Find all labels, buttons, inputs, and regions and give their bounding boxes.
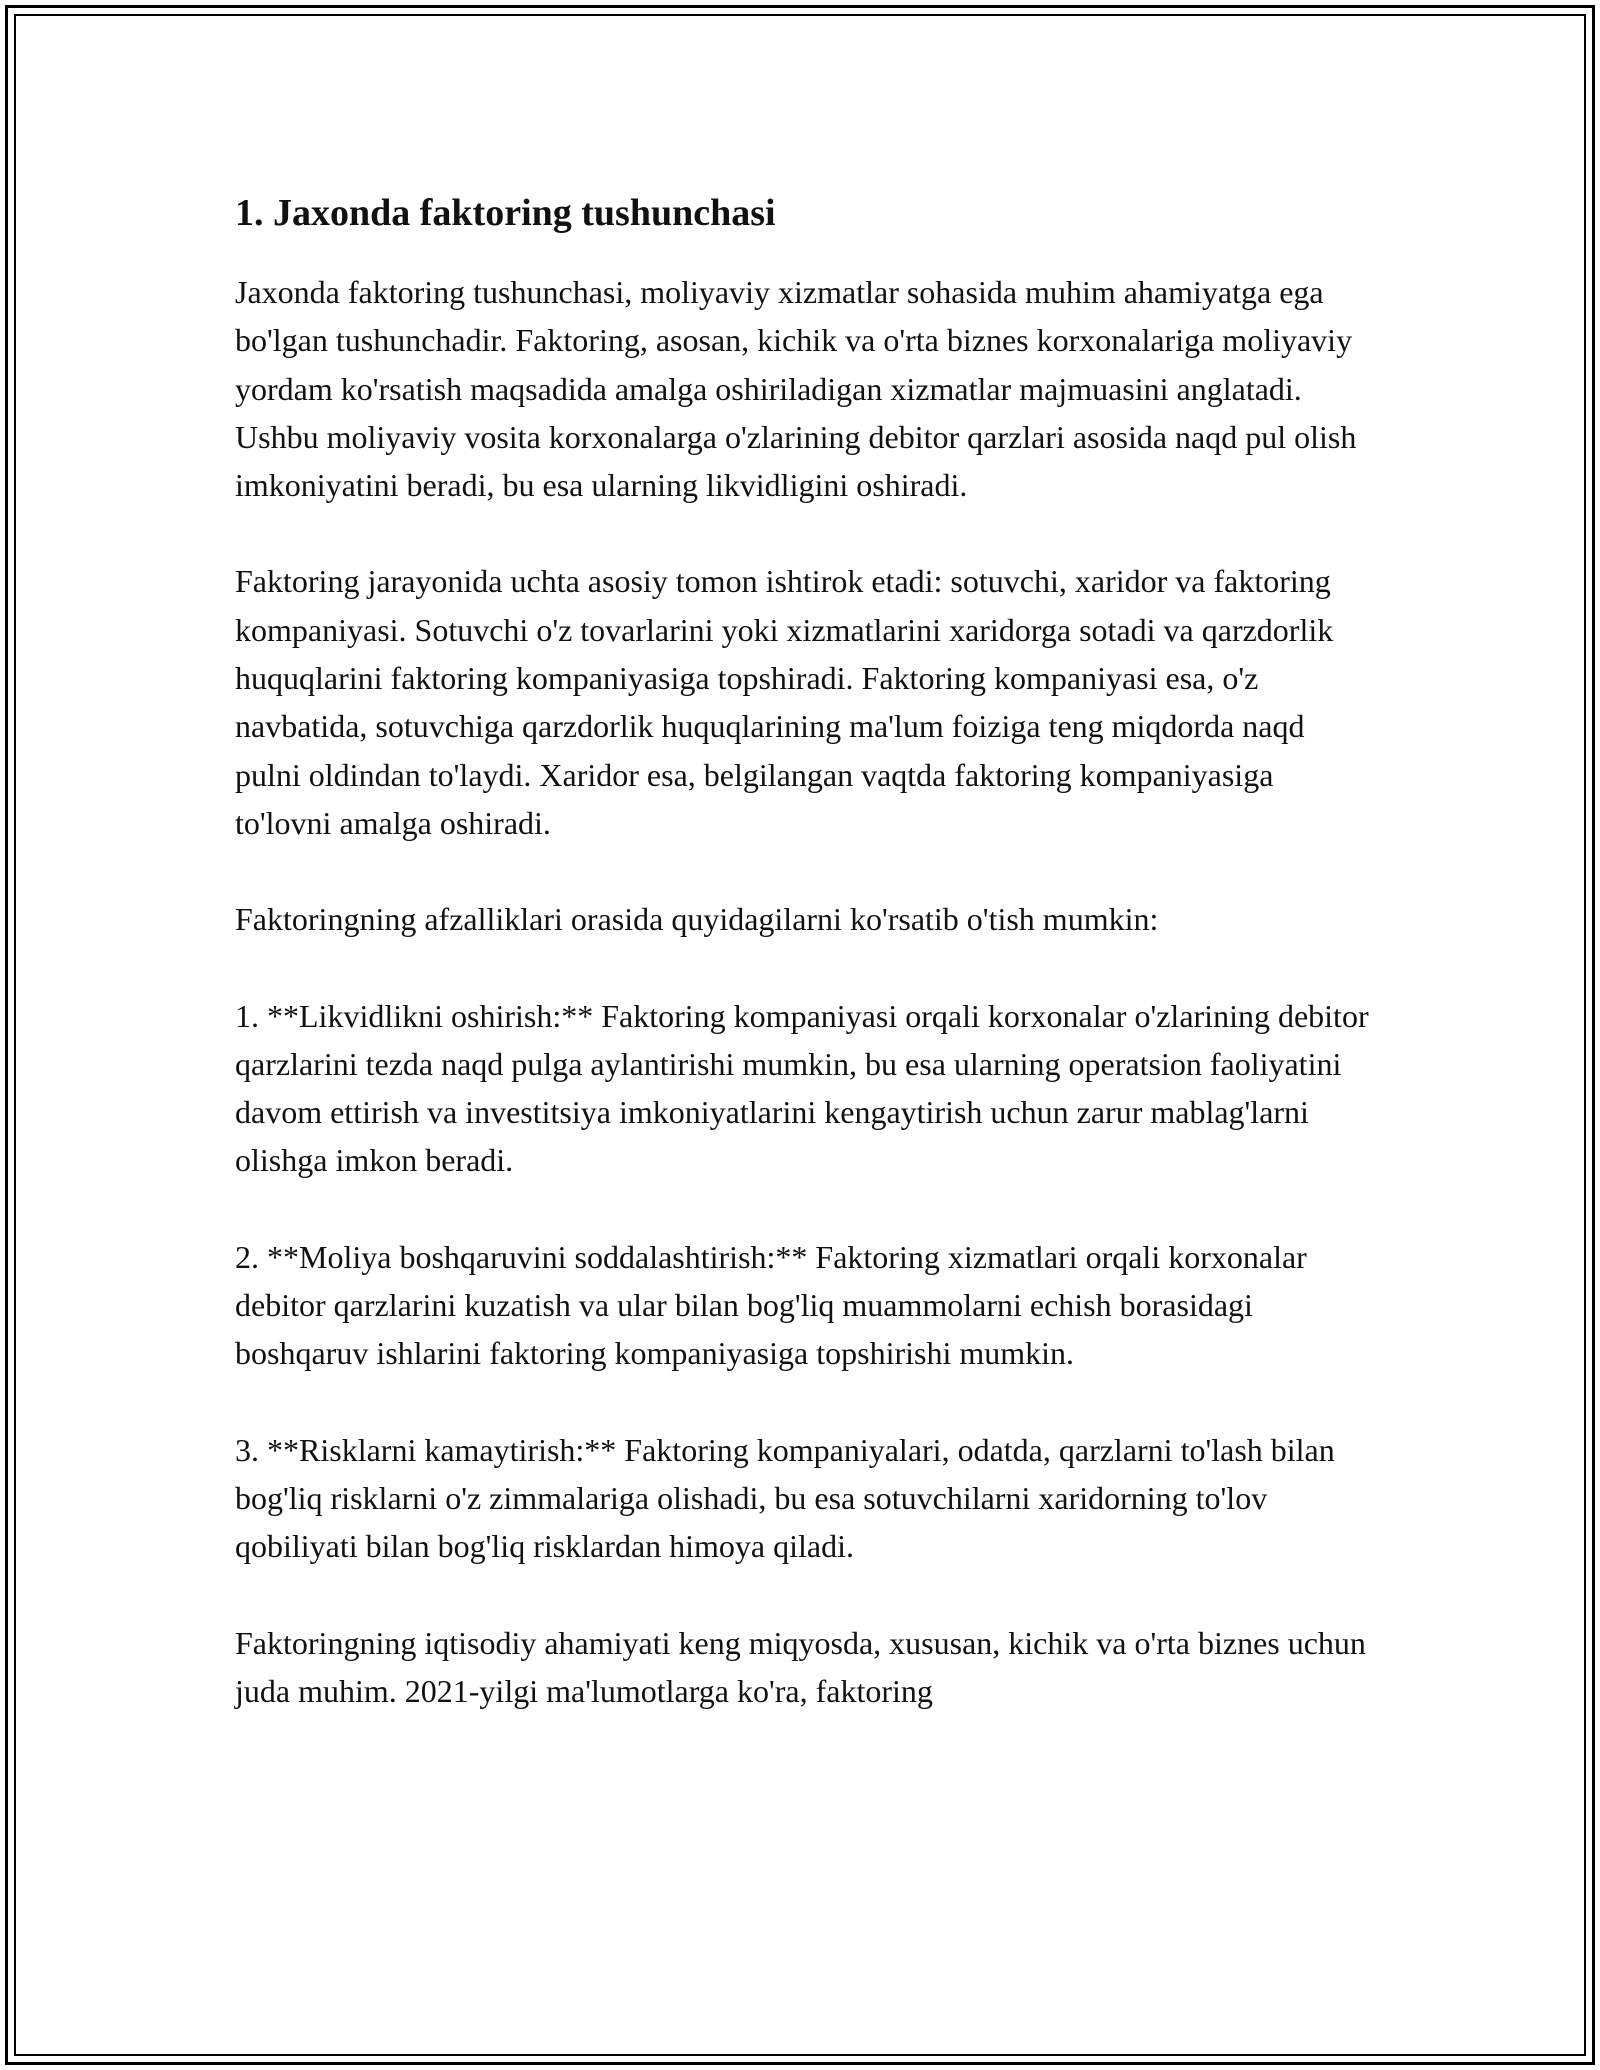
paragraph-advantages-lead: Faktoringning afzalliklari orasida quyidagilarni ko'rsatib o'tish mumkin: bbox=[235, 901, 1159, 938]
paragraph-economic-importance: Faktoringning iqtisodiy ahamiyati keng miqyosda, xususan, kichik va o'rta biznes uchun juda muhim. 2021-yilgi ma'lumotlarga ko'ra, faktoring bbox=[235, 1624, 1366, 1709]
list-item-finance-management: 2. **Moliya boshqaruvini soddalashtirish:** Faktoring xizmatlari orqali korxonalar debitor qarzlarini kuzatish va ular bilan bog'liq muammolarni echish borasidagi boshqaruv ishlarini faktoring kompaniyasiga topshirishi mumkin. bbox=[235, 1238, 1307, 1372]
section-heading: 1. Jaxonda faktoring tushunchasi bbox=[235, 192, 776, 234]
paragraph-intro: Jaxonda faktoring tushunchasi, moliyaviy xizmatlar sohasida muhim ahamiyatga ega bo'lgan tushunchadir. Faktoring, asosan, kichik va o'rta biznes korxonalariga moliyaviy yordam ko'rsatish maqsadida amalga oshiriladigan xizmatlar majmuasini anglatadi. Ushbu moliyaviy vosita korxonalarga o'zlarining debitor qarzlari asosida naqd pul olish imkoniyatini beradi, bu esa ularning likvidligini oshiradi. bbox=[235, 274, 1357, 504]
document-body bbox=[235, 180, 1375, 1763]
list-item-liquidity: 1. **Likvidlikni oshirish:** Faktoring kompaniyasi orqali korxonalar o'zlarining debitor qarzlarini tezda naqd pulga aylantirishi mumkin, bu esa ularning operatsion faoliyatini davom ettirish va investitsiya imkoniyatlarini kengaytirish uchun zarur mablag'larni olishga imkon beradi. bbox=[235, 997, 1369, 1179]
paragraph-process: Faktoring jarayonida uchta asosiy tomon ishtirok etadi: sotuvchi, xaridor va faktoring kompaniyasi. Sotuvchi o'z tovarlarini yoki xizmatlarini xaridorga sotadi va qarzdorlik huquqlarini faktoring kompaniyasiga topshiradi. Faktoring kompaniyasi esa, o'z navbatida, sotuvchiga qarzdorlik huquqlarining ma'lum foiziga teng miqdorda naqd pulni oldindan to'laydi. Xaridor esa, belgilangan vaqtda faktoring kompaniyasiga to'lovni amalga oshiradi. bbox=[235, 563, 1334, 841]
list-item-risk-reduction: 3. **Risklarni kamaytirish:** Faktoring kompaniyalari, odatda, qarzlarni to'lash bilan bog'liq risklarni o'z zimmalariga olishadi, bu esa sotuvchilarni xaridorning to'lov qobiliyati bilan bog'liq risklardan himoya qiladi. bbox=[235, 1431, 1335, 1565]
